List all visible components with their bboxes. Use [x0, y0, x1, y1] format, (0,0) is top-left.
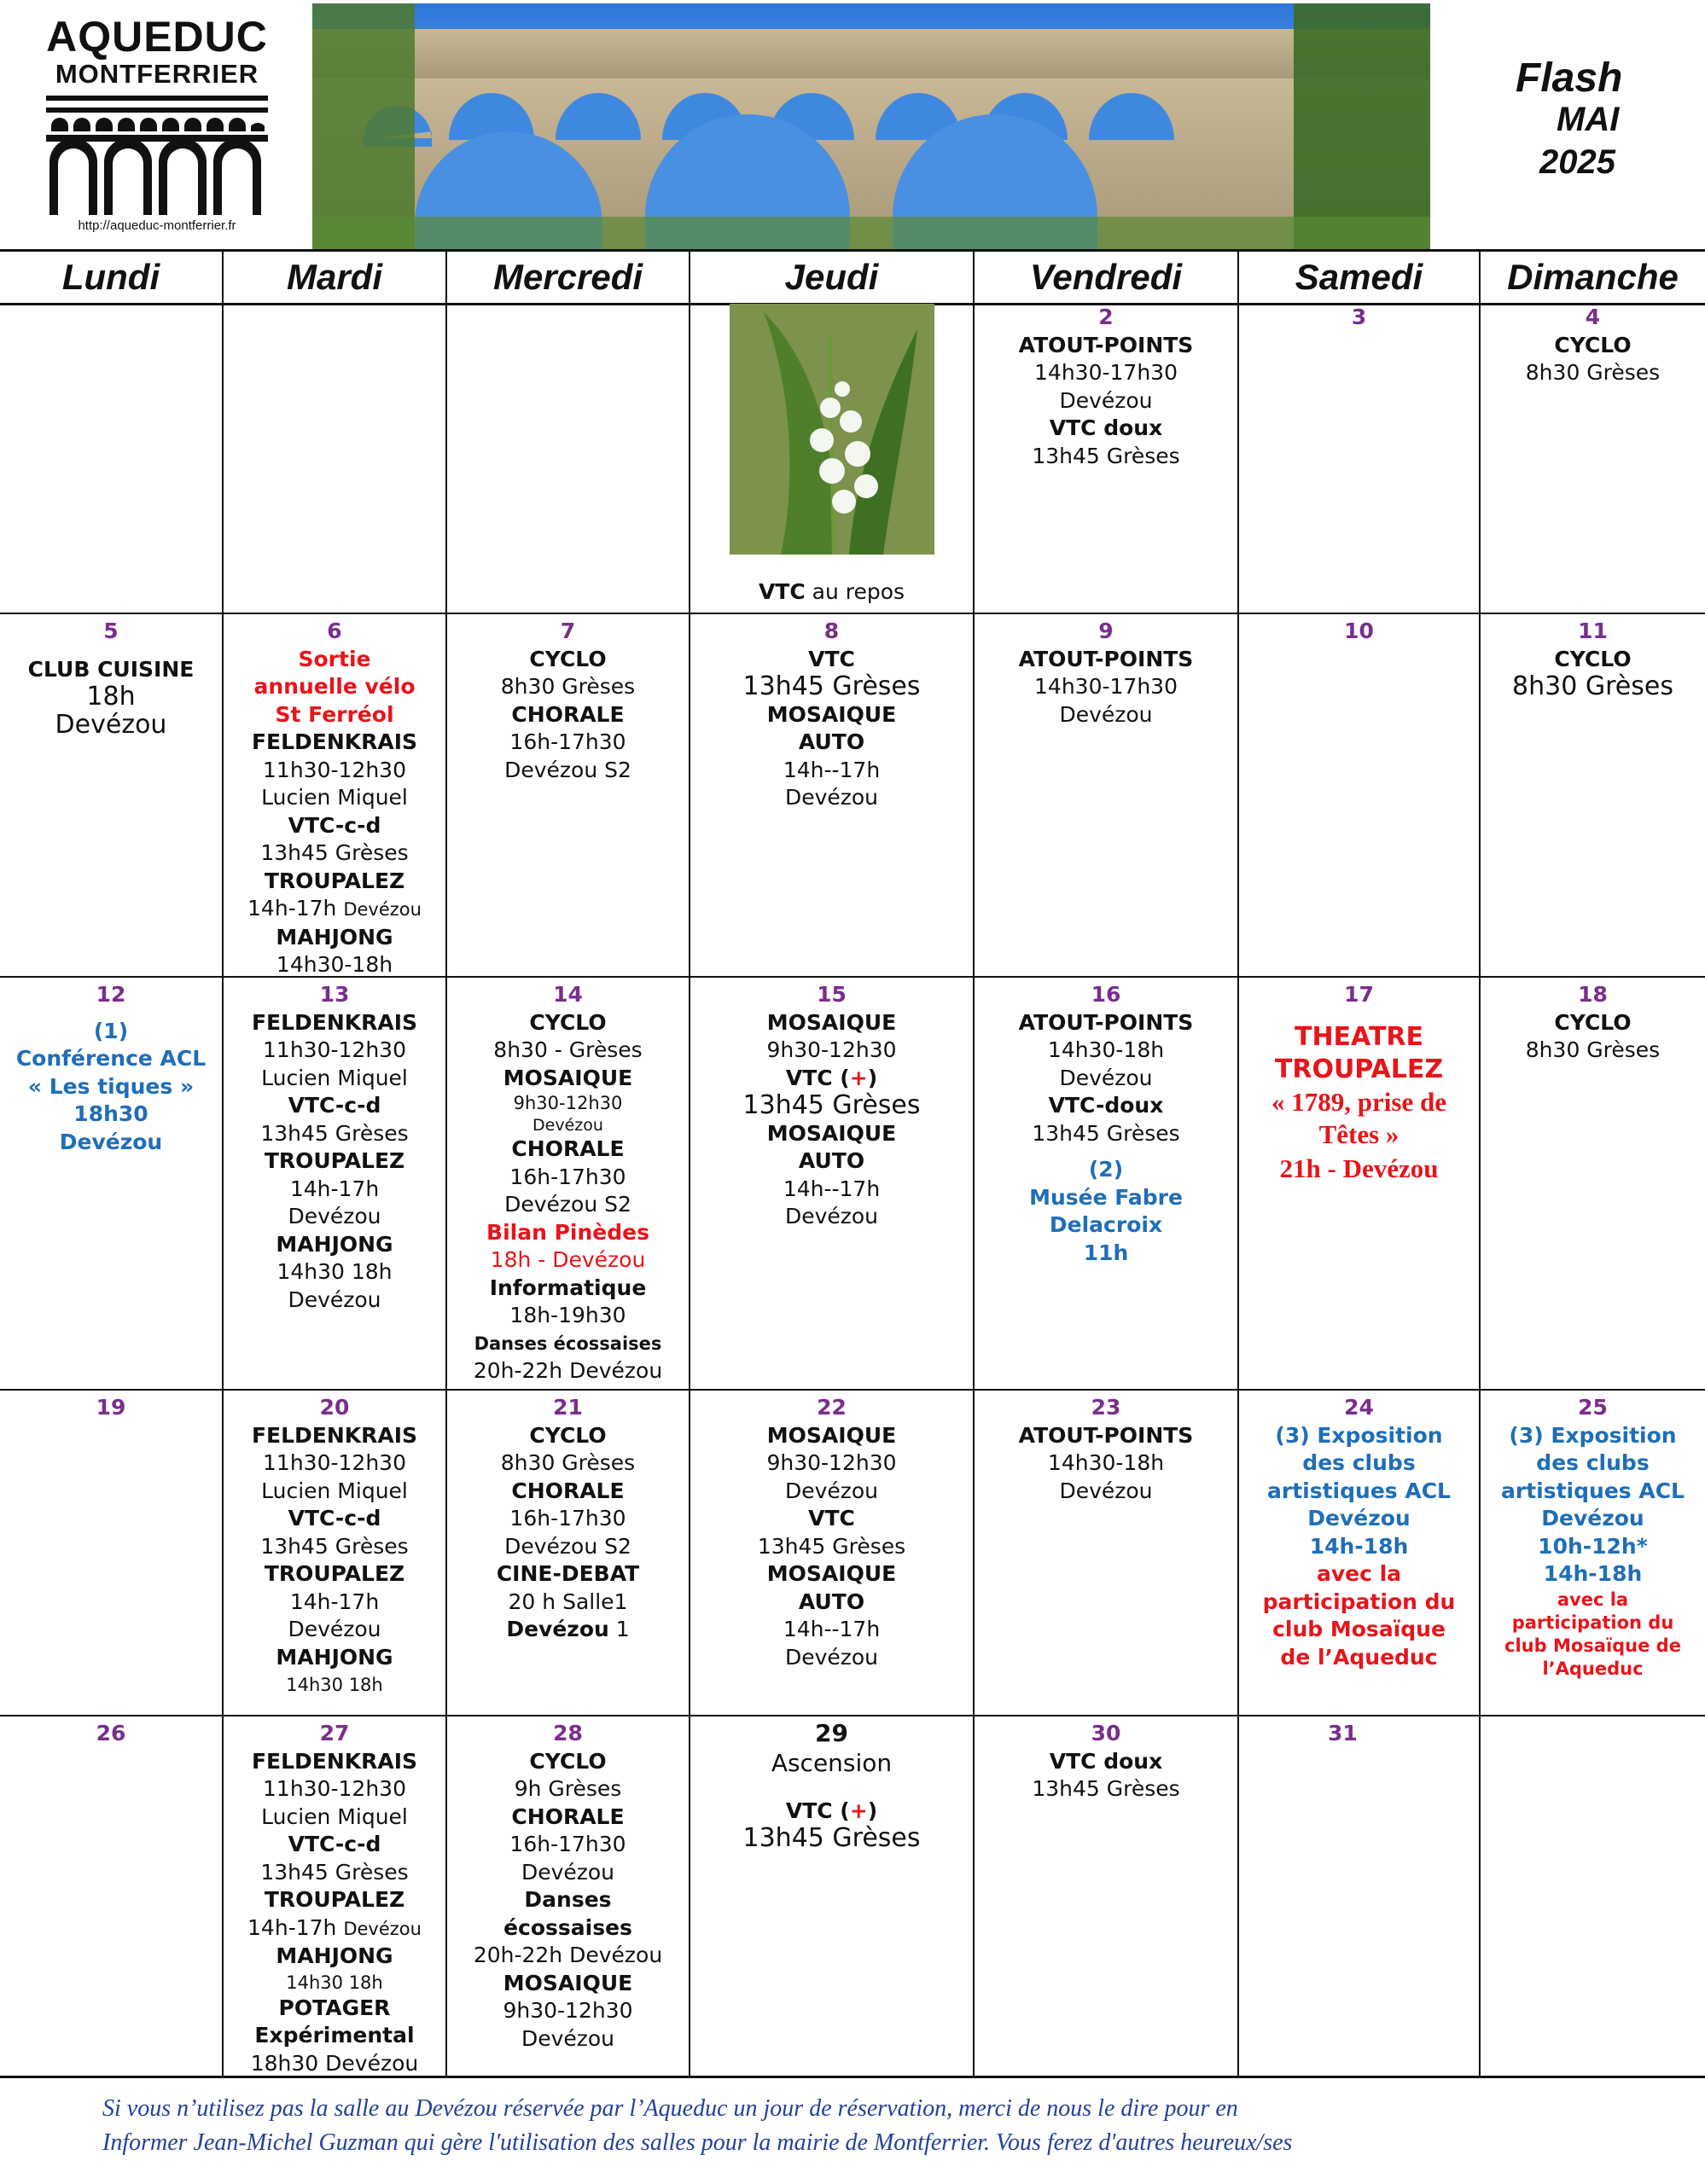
- spacer: [0, 646, 222, 656]
- activity-time: 18h: [86, 682, 136, 712]
- activity-time: 9h Grèses: [514, 1776, 622, 1801]
- activity-title: VTC: [808, 1506, 855, 1531]
- day-cell-17: [1239, 978, 1481, 1391]
- event-place: Devézou: [1541, 1506, 1644, 1531]
- day-cell-6: [224, 614, 447, 978]
- activity-place: Devézou: [1059, 1478, 1153, 1503]
- activity-time: 20h-22h Devézou: [473, 1943, 663, 1967]
- activity-title: CYCLO: [1554, 332, 1632, 357]
- activity-title: MAHJONG: [276, 924, 393, 950]
- day-cell-empty: [447, 300, 690, 614]
- day-number: 30: [1091, 1721, 1121, 1745]
- activity-time: 13h45 Grèses: [1032, 1776, 1180, 1801]
- day-number: 29: [815, 1719, 848, 1747]
- day-number: 18: [1578, 982, 1608, 1007]
- day-cell-24: [1239, 1391, 1481, 1716]
- activity-title: Informatique: [489, 1275, 647, 1300]
- event-title: THEATRE: [1294, 1021, 1423, 1052]
- logo-title: AQUEDUC: [46, 13, 268, 61]
- activity-time: 9h30-12h30: [766, 1037, 897, 1062]
- day-number: 14: [553, 982, 583, 1007]
- day-cell-3: [1239, 300, 1481, 614]
- day-cell-30: [975, 1716, 1239, 2076]
- event-note: participation du: [1511, 1612, 1674, 1633]
- activity-title: AUTO: [798, 1148, 865, 1173]
- activity-time: 14h--17h: [783, 1617, 881, 1641]
- day-cell-18: [1481, 978, 1705, 1391]
- activity-time: 16h-17h30: [509, 1164, 626, 1189]
- day-number: 21: [553, 1395, 583, 1420]
- day-cell-12: [0, 978, 224, 1391]
- activity-title: VTC-c-d: [288, 1506, 381, 1531]
- spacer: [1239, 1009, 1479, 1021]
- activity-time: 9h30-12h30: [513, 1093, 623, 1113]
- day-number: 16: [1091, 982, 1121, 1007]
- activity-place: Devézou: [1059, 1065, 1153, 1090]
- activity-title: MAHJONG: [276, 1231, 393, 1257]
- logo-url: http://aqueduc-montferrier.fr: [78, 218, 236, 233]
- day-number: 28: [553, 1721, 583, 1745]
- activity-time: 16h-17h30: [509, 729, 626, 754]
- event-note: de l’Aqueduc: [1280, 1644, 1438, 1670]
- spacer: [975, 1147, 1237, 1156]
- day-number: 13: [319, 982, 350, 1007]
- activity-title: FELDENKRAIS: [251, 729, 418, 754]
- event-ref: (2): [1088, 1157, 1124, 1182]
- year-label: 2025: [1539, 143, 1615, 181]
- day-cell-9: [975, 614, 1239, 978]
- header: [0, 0, 1705, 249]
- day-number: 12: [96, 982, 126, 1007]
- day-cell-21: [447, 1391, 690, 1716]
- weekday-monday: Lundi: [0, 252, 224, 303]
- lily-of-the-valley-icon: [730, 304, 934, 555]
- activity-title: ATOUT-POINTS: [1018, 1009, 1194, 1035]
- day-number: 20: [319, 1395, 350, 1420]
- day-cell-empty: [1481, 1716, 1705, 2076]
- day-number: 8: [823, 619, 840, 643]
- event-title: Conférence ACL: [15, 1046, 207, 1071]
- activity-place: Lucien Miquel: [261, 1478, 408, 1503]
- weekday-saturday: Samedi: [1239, 252, 1481, 303]
- flash-label: Flash: [1516, 55, 1623, 101]
- day-number: 9: [1098, 619, 1114, 643]
- event-note: participation du: [1262, 1589, 1456, 1614]
- activity-place: Devézou S2: [504, 1192, 631, 1217]
- activity-title: CYCLO: [1554, 646, 1632, 671]
- activity-time: 18h30 Devézou: [250, 2050, 419, 2076]
- activity-time: 11h30-12h30: [263, 1450, 406, 1475]
- event-note: avec la: [1557, 1589, 1629, 1610]
- weekday-sunday: Dimanche: [1507, 257, 1679, 297]
- activity-title: ATOUT-POINTS: [1018, 646, 1194, 671]
- activity-time: 8h30 Grèses: [1525, 360, 1661, 385]
- activity-title: MAHJONG: [276, 1644, 393, 1670]
- event-title: TROUPALEZ: [1274, 1054, 1444, 1084]
- event-note: club Mosaïque: [1272, 1617, 1446, 1641]
- day-number: 15: [817, 982, 847, 1007]
- activity-title: FELDENKRAIS: [251, 1748, 418, 1774]
- activity-time: 14h30 18h: [276, 1259, 393, 1284]
- activity-title: VTC doux: [1049, 1748, 1163, 1774]
- event-title: Sortie: [298, 646, 371, 671]
- activity-title: CYCLO: [529, 1748, 607, 1774]
- activity-title: AUTO: [798, 729, 865, 754]
- event-note: club Mosaïque de: [1504, 1635, 1681, 1656]
- event-place: Devézou: [1307, 1506, 1411, 1531]
- activity-title: Expérimental: [254, 2023, 415, 2048]
- event-time: 21h - Devézou: [1279, 1153, 1439, 1183]
- event-place: Devézou: [59, 1129, 163, 1154]
- activity-title: MOSAIQUE: [766, 701, 897, 727]
- activity-time: 11h30-12h30: [263, 1037, 406, 1062]
- activity-time: 9h30-12h30: [766, 1450, 897, 1475]
- calendar-grid: [0, 300, 1705, 2078]
- day-number: 25: [1578, 1395, 1608, 1420]
- activity-time: 18h-19h30: [509, 1303, 626, 1327]
- event-title: des clubs: [1536, 1450, 1650, 1475]
- activity-title: MAHJONG: [276, 1943, 393, 1968]
- event-time: 10h-12h*: [1538, 1533, 1648, 1559]
- day-cell-26: [0, 1716, 224, 2076]
- activity-time: 13h45 Grèses: [742, 671, 921, 701]
- day-cell-2: [975, 300, 1239, 614]
- day-number: 23: [1091, 1395, 1121, 1420]
- event-time: 18h - Devézou: [490, 1247, 646, 1272]
- activity-time: 11h30-12h30: [263, 757, 406, 782]
- activity-time: 13h45 Grèses: [260, 840, 409, 865]
- day-cell-19: [0, 1391, 224, 1716]
- activity-title: POTAGER: [278, 1995, 391, 2020]
- activity-title: ATOUT-POINTS: [1018, 1422, 1194, 1448]
- vtc-rest-note: VTC au repos: [758, 579, 905, 604]
- event-title: Musée Fabre: [1029, 1184, 1183, 1210]
- event-title: (3) Exposition: [1509, 1422, 1677, 1448]
- activity-place: Lucien Miquel: [261, 785, 408, 810]
- event-note: avec la: [1316, 1561, 1402, 1586]
- activity-place: Devézou: [55, 709, 167, 740]
- event-title: « 1789, prise de: [1271, 1086, 1446, 1117]
- day-number: 17: [1344, 982, 1374, 1007]
- activity-time: 14h-17h Devézou: [247, 1914, 422, 1940]
- club-logo: [7, 5, 307, 249]
- spacer: [0, 1009, 222, 1018]
- event-title: Bilan Pinèdes: [486, 1219, 649, 1245]
- event-time: 14h-18h: [1543, 1561, 1643, 1586]
- activity-time: 20 h Salle1: [508, 1589, 628, 1614]
- activity-place: Devézou: [784, 1644, 879, 1670]
- day-cell-5: [0, 614, 224, 978]
- activity-time: 14h30 18h: [286, 1675, 383, 1695]
- activity-time: 14h-17h: [289, 1589, 380, 1614]
- activity-title: CHORALE: [511, 701, 625, 727]
- event-title: artistiques ACL: [1267, 1478, 1451, 1503]
- weekday-tuesday: Mardi: [224, 252, 447, 303]
- activity-time: 13h45 Grèses: [757, 1533, 906, 1559]
- activity-title: écossaises: [503, 1914, 632, 1940]
- activity-title: AUTO: [798, 1589, 865, 1614]
- weekday-thursday: Jeudi: [690, 252, 975, 303]
- event-title: (3) Exposition: [1275, 1422, 1443, 1448]
- activity-time: 14h30-18h: [1047, 1037, 1165, 1062]
- event-title: St Ferréol: [275, 701, 394, 727]
- activity-title: VTC-c-d: [288, 1832, 381, 1856]
- day-cell-22: [690, 1391, 975, 1716]
- activity-place: Lucien Miquel: [261, 1804, 408, 1829]
- activity-time: 9h30-12h30: [503, 1998, 633, 2023]
- activity-time: 8h30 Grèses: [1512, 671, 1673, 701]
- day-number: 26: [96, 1721, 126, 1745]
- activity-title: ATOUT-POINTS: [1018, 332, 1194, 357]
- activity-title: CYCLO: [529, 1422, 607, 1448]
- activity-time: 14h30-17h30: [1034, 674, 1178, 699]
- day-number: 4: [1585, 305, 1601, 329]
- event-time: 18h30: [73, 1101, 148, 1126]
- day-number: 27: [319, 1721, 350, 1745]
- aqueduct-logo-icon: [46, 96, 268, 215]
- activity-title: CYCLO: [1554, 1009, 1632, 1035]
- day-cell-29: [690, 1716, 975, 2076]
- day-cell-thursday-1: [690, 300, 975, 614]
- activity-title: FELDENKRAIS: [251, 1009, 418, 1035]
- activity-place: Devézou: [784, 1478, 879, 1503]
- activity-title: FELDENKRAIS: [251, 1422, 418, 1448]
- event-time: 11h: [1083, 1240, 1129, 1265]
- day-cell-empty: [224, 300, 447, 614]
- activity-time: 16h-17h30: [509, 1506, 626, 1531]
- event-title: annuelle vélo: [253, 674, 416, 699]
- activity-time: 14h-17h: [289, 1176, 380, 1201]
- weekday-friday: Vendredi: [975, 252, 1239, 303]
- activity-time: 13h45 Grèses: [1032, 1120, 1180, 1146]
- day-cell-4: [1481, 300, 1705, 614]
- day-cell-25: [1481, 1391, 1705, 1716]
- holiday-label: Ascension: [771, 1748, 893, 1777]
- activity-place: Devézou: [1059, 387, 1153, 413]
- activity-time: 14h30-18h: [276, 952, 393, 977]
- day-number: 5: [103, 619, 119, 643]
- activity-title: CYCLO: [529, 646, 607, 671]
- activity-title: VTC (+): [785, 1798, 878, 1823]
- event-title: des clubs: [1302, 1450, 1416, 1475]
- activity-title: TROUPALEZ: [264, 868, 405, 893]
- activity-time: 13h45 Grèses: [260, 1859, 409, 1885]
- footer-line-1: Si vous n’utilisez pas la salle au Devézou réservée par l’Aqueduc un jour de réservation, merci de nous le dire pour en: [102, 2095, 1238, 2122]
- day-cell-16: [975, 978, 1239, 1391]
- activity-place: Devézou: [784, 785, 879, 810]
- event-title: artistiques ACL: [1501, 1478, 1685, 1503]
- activity-place: Devézou 1: [506, 1617, 630, 1641]
- activity-time: 14h-17h Devézou: [247, 896, 422, 921]
- day-cell-empty: [0, 300, 224, 614]
- activity-title: VTC-c-d: [288, 812, 381, 838]
- activity-place: Devézou: [288, 1204, 381, 1228]
- day-cell-13: [224, 978, 447, 1391]
- activity-time: 14h30 18h: [286, 1972, 383, 1993]
- activity-time: 8h30 Grèses: [1525, 1037, 1661, 1062]
- event-time: 14h-18h: [1309, 1533, 1409, 1559]
- activity-place: Devézou: [532, 1116, 603, 1135]
- activity-time: 14h30-17h30: [1034, 360, 1178, 385]
- logo-subtitle: MONTFERRIER: [55, 59, 259, 89]
- activity-place: Devézou: [288, 1287, 381, 1312]
- spacer: [690, 1779, 973, 1798]
- activity-time: 8h30 - Grèses: [493, 1037, 643, 1062]
- activity-title: CLUB CUISINE: [27, 656, 195, 682]
- day-number: 22: [817, 1395, 847, 1420]
- day-cell-20: [224, 1391, 447, 1716]
- activity-title: Danses: [524, 1887, 612, 1912]
- activity-title: CHORALE: [511, 1804, 625, 1829]
- aqueduct-photo: [312, 3, 1430, 249]
- activity-time: 8h30 Grèses: [500, 674, 636, 699]
- activity-place: Devézou: [784, 1204, 879, 1228]
- day-number: 6: [327, 619, 342, 643]
- day-cell-31: [1239, 1716, 1481, 2076]
- activity-time: 16h-17h30: [509, 1832, 626, 1856]
- day-cell-27: [224, 1716, 447, 2076]
- activity-title: TROUPALEZ: [264, 1887, 405, 1912]
- day-cell-28: [447, 1716, 690, 2076]
- activity-time: 13h45 Grèses: [742, 1823, 921, 1853]
- activity-title: VTC: [808, 646, 855, 671]
- activity-time: 13h45 Grèses: [260, 1120, 409, 1146]
- activity-time: 14h--17h: [783, 1176, 881, 1201]
- day-cell-7: [447, 614, 690, 978]
- day-number: 24: [1344, 1395, 1374, 1420]
- day-cell-14: [447, 978, 690, 1391]
- activity-title: TROUPALEZ: [264, 1148, 405, 1173]
- day-number: 19: [96, 1395, 126, 1420]
- activity-title: VTC-doux: [1048, 1093, 1164, 1118]
- activity-time: 8h30 Grèses: [500, 1450, 636, 1475]
- activity-title: TROUPALEZ: [264, 1561, 405, 1586]
- activity-time: 20h-22h Devézou: [473, 1358, 663, 1383]
- month-label: MAI: [1557, 101, 1620, 138]
- activity-title: CINE-DEBAT: [496, 1561, 640, 1586]
- activity-title: MOSAIQUE: [766, 1561, 897, 1586]
- activity-place: Devézou: [521, 1859, 615, 1885]
- activity-place: Devézou S2: [504, 1533, 631, 1559]
- activity-title: MOSAIQUE: [503, 1970, 633, 1995]
- activity-title: MOSAIQUE: [503, 1065, 633, 1090]
- weekday-header-row: [0, 249, 1705, 305]
- flash-title-block: [1430, 0, 1705, 249]
- day-cell-8: [690, 614, 975, 978]
- activity-time: 13h45 Grèses: [742, 1090, 921, 1120]
- activity-place: Devézou S2: [504, 757, 631, 782]
- activity-title: Danses écossaises: [474, 1333, 662, 1354]
- day-number: 11: [1578, 619, 1608, 643]
- activity-time: 13h45 Grèses: [1032, 443, 1180, 468]
- activity-title: MOSAIQUE: [766, 1009, 897, 1035]
- activity-title: CHORALE: [511, 1136, 625, 1161]
- activity-title: MOSAIQUE: [766, 1120, 897, 1146]
- day-cell-15: [690, 978, 975, 1391]
- day-cell-11: [1481, 614, 1705, 978]
- day-number: 3: [1351, 305, 1367, 329]
- activity-time: 13h45 Grèses: [260, 1533, 409, 1559]
- activity-time: 11h30-12h30: [263, 1776, 406, 1801]
- day-cell-23: [975, 1391, 1239, 1716]
- activity-title: CYCLO: [529, 1009, 607, 1035]
- activity-time: 14h30-18h: [1047, 1450, 1165, 1475]
- activity-title: VTC doux: [1049, 415, 1163, 440]
- day-number: 7: [560, 619, 576, 643]
- day-number: 2: [1098, 305, 1114, 329]
- aqueduct-photo-image: [312, 3, 1430, 249]
- event-title: « Les tiques »: [27, 1073, 195, 1099]
- day-number: 10: [1344, 619, 1374, 643]
- event-title: Têtes »: [1318, 1118, 1399, 1149]
- day-cell-10: [1239, 614, 1481, 978]
- activity-title: VTC-c-d: [288, 1093, 381, 1118]
- event-ref: (1): [93, 1018, 129, 1043]
- weekday-wednesday: Mercredi: [447, 252, 690, 303]
- activity-place: Devézou: [521, 2025, 615, 2051]
- activity-time: 14h--17h: [783, 757, 881, 782]
- activity-place: Lucien Miquel: [261, 1065, 408, 1090]
- footer-line-2: Informer Jean-Michel Guzman qui gère l'utilisation des salles pour la mairie de Montferrier. Vous ferez d'autres heureux/ses: [102, 2129, 1293, 2156]
- day-number: 31: [1328, 1721, 1358, 1745]
- activity-place: Devézou: [288, 1617, 381, 1641]
- activity-title: CHORALE: [511, 1478, 625, 1503]
- activity-title: MOSAIQUE: [766, 1422, 897, 1448]
- event-title: Delacroix: [1049, 1212, 1163, 1237]
- event-note: l’Aqueduc: [1542, 1658, 1644, 1679]
- activity-place: Devézou: [1059, 701, 1153, 727]
- activity-title: VTC (+): [785, 1065, 878, 1090]
